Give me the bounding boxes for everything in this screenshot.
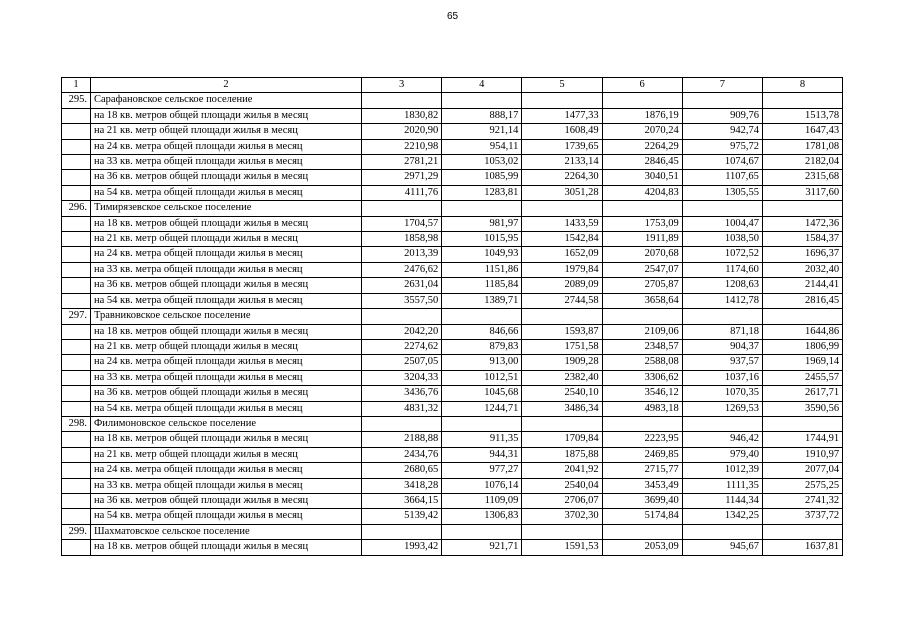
- value-cell: 879,83: [442, 339, 522, 354]
- value-cell: 2013,39: [362, 247, 442, 262]
- section-number: 296.: [62, 201, 91, 216]
- table-row: [62, 232, 843, 247]
- value-cell: 904,37: [682, 339, 762, 354]
- value-cell: 3436,76: [362, 386, 442, 401]
- empty-cell: [442, 524, 522, 539]
- value-cell: 2971,29: [362, 170, 442, 185]
- row-label: на 33 кв. метра общей площади жилья в месяц: [91, 155, 362, 170]
- value-cell: 1109,09: [442, 493, 522, 508]
- value-cell: 1185,84: [442, 278, 522, 293]
- value-cell: 1876,19: [602, 108, 682, 123]
- table-row: [62, 293, 843, 308]
- table-row: [62, 432, 843, 447]
- value-cell: 1144,34: [682, 493, 762, 508]
- value-cell: 1910,97: [762, 447, 842, 462]
- table-row: [62, 370, 843, 385]
- empty-cell: [442, 201, 522, 216]
- row-label: на 36 кв. метров общей площади жилья в месяц: [91, 386, 362, 401]
- empty-cell: [362, 524, 442, 539]
- value-cell: 3453,49: [602, 478, 682, 493]
- empty-cell: [762, 416, 842, 431]
- value-cell: 942,74: [682, 124, 762, 139]
- table-row: [62, 493, 843, 508]
- value-cell: 1174,60: [682, 262, 762, 277]
- value-cell: 1593,87: [522, 324, 602, 339]
- value-cell: 1477,33: [522, 108, 602, 123]
- row-label: на 21 кв. метр общей площади жилья в месяц: [91, 447, 362, 462]
- empty-number-cell: [62, 355, 91, 370]
- empty-number-cell: [62, 447, 91, 462]
- empty-cell: [762, 201, 842, 216]
- section-number: 297.: [62, 309, 91, 324]
- empty-cell: [602, 93, 682, 108]
- table-row: [62, 339, 843, 354]
- value-cell: 1151,86: [442, 262, 522, 277]
- empty-cell: [442, 93, 522, 108]
- value-cell: 2680,65: [362, 463, 442, 478]
- value-cell: 1753,09: [602, 216, 682, 231]
- value-cell: 1584,37: [762, 232, 842, 247]
- row-label: на 33 кв. метра общей площади жилья в месяц: [91, 478, 362, 493]
- value-cell: 2846,45: [602, 155, 682, 170]
- value-cell: 3204,33: [362, 370, 442, 385]
- value-cell: 2455,57: [762, 370, 842, 385]
- tariff-table: [61, 77, 843, 556]
- value-cell: 1858,98: [362, 232, 442, 247]
- row-label: на 21 кв. метр общей площади жилья в месяц: [91, 232, 362, 247]
- empty-cell: [682, 93, 762, 108]
- empty-cell: [522, 524, 602, 539]
- value-cell: 1806,99: [762, 339, 842, 354]
- empty-number-cell: [62, 170, 91, 185]
- value-cell: 1993,42: [362, 540, 442, 555]
- empty-cell: [522, 93, 602, 108]
- value-cell: 2042,20: [362, 324, 442, 339]
- empty-number-cell: [62, 401, 91, 416]
- value-cell: 846,66: [442, 324, 522, 339]
- value-cell: 2053,09: [602, 540, 682, 555]
- value-cell: 1744,91: [762, 432, 842, 447]
- value-cell: 2540,04: [522, 478, 602, 493]
- table-row: [62, 247, 843, 262]
- section-header-row: [62, 309, 843, 324]
- value-cell: 1085,99: [442, 170, 522, 185]
- empty-number-cell: [62, 247, 91, 262]
- row-label: на 21 кв. метр общей площади жилья в месяц: [91, 124, 362, 139]
- empty-cell: [762, 309, 842, 324]
- empty-cell: [362, 93, 442, 108]
- value-cell: 3546,12: [602, 386, 682, 401]
- value-cell: 1037,16: [682, 370, 762, 385]
- value-cell: 1591,53: [522, 540, 602, 555]
- row-label: на 54 кв. метра общей площади жилья в месяц: [91, 293, 362, 308]
- value-cell: 2575,25: [762, 478, 842, 493]
- value-cell: 1074,67: [682, 155, 762, 170]
- empty-number-cell: [62, 124, 91, 139]
- value-cell: 2070,24: [602, 124, 682, 139]
- row-label: на 18 кв. метров общей площади жилья в месяц: [91, 432, 362, 447]
- table-row: [62, 401, 843, 416]
- column-header: 8: [762, 78, 842, 93]
- value-cell: 921,71: [442, 540, 522, 555]
- value-cell: 3702,30: [522, 509, 602, 524]
- value-cell: 871,18: [682, 324, 762, 339]
- value-cell: 1107,65: [682, 170, 762, 185]
- value-cell: 2706,07: [522, 493, 602, 508]
- value-cell: 1111,35: [682, 478, 762, 493]
- value-cell: 2315,68: [762, 170, 842, 185]
- column-header: 3: [362, 78, 442, 93]
- value-cell: 3699,40: [602, 493, 682, 508]
- value-cell: 2382,40: [522, 370, 602, 385]
- value-cell: 1542,84: [522, 232, 602, 247]
- column-header: 2: [91, 78, 362, 93]
- row-label: на 24 кв. метра общей площади жилья в месяц: [91, 355, 362, 370]
- empty-cell: [682, 524, 762, 539]
- value-cell: 1049,93: [442, 247, 522, 262]
- value-cell: 1053,02: [442, 155, 522, 170]
- row-label: на 18 кв. метров общей площади жилья в месяц: [91, 108, 362, 123]
- empty-cell: [442, 416, 522, 431]
- empty-cell: [682, 201, 762, 216]
- value-cell: 888,17: [442, 108, 522, 123]
- value-cell: 2705,87: [602, 278, 682, 293]
- value-cell: 1979,84: [522, 262, 602, 277]
- value-cell: 2077,04: [762, 463, 842, 478]
- empty-number-cell: [62, 432, 91, 447]
- section-number: 299.: [62, 524, 91, 539]
- column-header: 5: [522, 78, 602, 93]
- value-cell: 4983,18: [602, 401, 682, 416]
- value-cell: 1004,47: [682, 216, 762, 231]
- value-cell: 1208,63: [682, 278, 762, 293]
- empty-cell: [362, 201, 442, 216]
- value-cell: 2188,88: [362, 432, 442, 447]
- value-cell: 2715,77: [602, 463, 682, 478]
- empty-cell: [362, 416, 442, 431]
- value-cell: 1038,50: [682, 232, 762, 247]
- empty-cell: [602, 201, 682, 216]
- table-row: [62, 278, 843, 293]
- empty-number-cell: [62, 463, 91, 478]
- section-title: Травниковское сельское поселение: [91, 309, 362, 324]
- value-cell: 2032,40: [762, 262, 842, 277]
- value-cell: 3658,64: [602, 293, 682, 308]
- value-cell: 2109,06: [602, 324, 682, 339]
- row-label: на 24 кв. метра общей площади жилья в месяц: [91, 139, 362, 154]
- value-cell: 2816,45: [762, 293, 842, 308]
- value-cell: 954,11: [442, 139, 522, 154]
- table-row: [62, 355, 843, 370]
- value-cell: 2133,14: [522, 155, 602, 170]
- value-cell: 2020,90: [362, 124, 442, 139]
- empty-cell: [602, 309, 682, 324]
- empty-number-cell: [62, 540, 91, 555]
- empty-number-cell: [62, 155, 91, 170]
- value-cell: 1911,89: [602, 232, 682, 247]
- value-cell: 3557,50: [362, 293, 442, 308]
- value-cell: 1637,81: [762, 540, 842, 555]
- value-cell: 1909,28: [522, 355, 602, 370]
- value-cell: 2434,76: [362, 447, 442, 462]
- value-cell: 946,42: [682, 432, 762, 447]
- row-label: на 18 кв. метров общей площади жилья в месяц: [91, 324, 362, 339]
- empty-cell: [602, 416, 682, 431]
- section-header-row: [62, 201, 843, 216]
- value-cell: 1070,35: [682, 386, 762, 401]
- value-cell: 3051,28: [522, 185, 602, 200]
- table-row: [62, 386, 843, 401]
- row-label: на 33 кв. метра общей площади жилья в месяц: [91, 262, 362, 277]
- empty-cell: [522, 416, 602, 431]
- empty-number-cell: [62, 139, 91, 154]
- empty-number-cell: [62, 108, 91, 123]
- value-cell: 2223,95: [602, 432, 682, 447]
- value-cell: 2264,30: [522, 170, 602, 185]
- value-cell: 1647,43: [762, 124, 842, 139]
- value-cell: 975,72: [682, 139, 762, 154]
- page-number: 65: [446, 11, 459, 22]
- value-cell: 1751,58: [522, 339, 602, 354]
- empty-number-cell: [62, 324, 91, 339]
- section-header-row: [62, 524, 843, 539]
- value-cell: 2144,41: [762, 278, 842, 293]
- row-label: на 36 кв. метров общей площади жилья в месяц: [91, 170, 362, 185]
- value-cell: 1306,83: [442, 509, 522, 524]
- row-label: на 54 кв. метра общей площади жилья в месяц: [91, 509, 362, 524]
- row-label: на 36 кв. метров общей площади жилья в месяц: [91, 493, 362, 508]
- empty-cell: [362, 309, 442, 324]
- tariff-table-body: [62, 78, 843, 556]
- empty-number-cell: [62, 293, 91, 308]
- value-cell: 1412,78: [682, 293, 762, 308]
- section-header-row: [62, 93, 843, 108]
- row-label: на 24 кв. метра общей площади жилья в месяц: [91, 247, 362, 262]
- section-title: Сарафановское сельское поселение: [91, 93, 362, 108]
- section-title: Шахматовское сельское поселение: [91, 524, 362, 539]
- empty-number-cell: [62, 478, 91, 493]
- value-cell: 2041,92: [522, 463, 602, 478]
- column-header: 1: [62, 78, 91, 93]
- value-cell: 3486,34: [522, 401, 602, 416]
- row-label: на 54 кв. метра общей площади жилья в месяц: [91, 185, 362, 200]
- value-cell: 1045,68: [442, 386, 522, 401]
- empty-number-cell: [62, 493, 91, 508]
- table-row: [62, 447, 843, 462]
- value-cell: 2182,04: [762, 155, 842, 170]
- value-cell: 911,35: [442, 432, 522, 447]
- value-cell: 1472,36: [762, 216, 842, 231]
- value-cell: 1644,86: [762, 324, 842, 339]
- column-header: 4: [442, 78, 522, 93]
- empty-cell: [522, 309, 602, 324]
- value-cell: 2744,58: [522, 293, 602, 308]
- value-cell: 1015,95: [442, 232, 522, 247]
- value-cell: 981,97: [442, 216, 522, 231]
- value-cell: 2469,85: [602, 447, 682, 462]
- empty-number-cell: [62, 185, 91, 200]
- column-number-row: [62, 78, 843, 93]
- table-row: [62, 324, 843, 339]
- column-header: 6: [602, 78, 682, 93]
- value-cell: 2210,98: [362, 139, 442, 154]
- value-cell: 4204,83: [602, 185, 682, 200]
- empty-number-cell: [62, 370, 91, 385]
- value-cell: 1389,71: [442, 293, 522, 308]
- table-row: [62, 170, 843, 185]
- value-cell: 1076,14: [442, 478, 522, 493]
- value-cell: 3737,72: [762, 509, 842, 524]
- table-row: [62, 262, 843, 277]
- empty-number-cell: [62, 232, 91, 247]
- value-cell: 945,67: [682, 540, 762, 555]
- empty-cell: [522, 201, 602, 216]
- value-cell: 909,76: [682, 108, 762, 123]
- value-cell: 2264,29: [602, 139, 682, 154]
- empty-cell: [682, 416, 762, 431]
- section-number: 295.: [62, 93, 91, 108]
- value-cell: 2274,62: [362, 339, 442, 354]
- value-cell: 2476,62: [362, 262, 442, 277]
- value-cell: 2540,10: [522, 386, 602, 401]
- value-cell: 5174,84: [602, 509, 682, 524]
- table-row: [62, 185, 843, 200]
- table-row: [62, 124, 843, 139]
- table-row: [62, 155, 843, 170]
- value-cell: 979,40: [682, 447, 762, 462]
- value-cell: 3590,56: [762, 401, 842, 416]
- empty-number-cell: [62, 339, 91, 354]
- value-cell: 1269,53: [682, 401, 762, 416]
- row-label: на 36 кв. метров общей площади жилья в месяц: [91, 278, 362, 293]
- table-row: [62, 509, 843, 524]
- value-cell: 5139,42: [362, 509, 442, 524]
- value-cell: 2507,05: [362, 355, 442, 370]
- empty-number-cell: [62, 386, 91, 401]
- row-label: на 21 кв. метр общей площади жилья в месяц: [91, 339, 362, 354]
- value-cell: 1709,84: [522, 432, 602, 447]
- empty-number-cell: [62, 216, 91, 231]
- value-cell: 4831,32: [362, 401, 442, 416]
- empty-number-cell: [62, 509, 91, 524]
- value-cell: 3040,51: [602, 170, 682, 185]
- value-cell: 1704,57: [362, 216, 442, 231]
- table-row: [62, 108, 843, 123]
- value-cell: 1781,08: [762, 139, 842, 154]
- row-label: на 18 кв. метров общей площади жилья в месяц: [91, 540, 362, 555]
- value-cell: 4111,76: [362, 185, 442, 200]
- table-row: [62, 463, 843, 478]
- empty-number-cell: [62, 278, 91, 293]
- value-cell: 1830,82: [362, 108, 442, 123]
- value-cell: 1012,39: [682, 463, 762, 478]
- row-label: на 24 кв. метра общей площади жилья в месяц: [91, 463, 362, 478]
- table-row: [62, 139, 843, 154]
- section-title: Филимоновское сельское поселение: [91, 416, 362, 431]
- value-cell: 1012,51: [442, 370, 522, 385]
- value-cell: 913,00: [442, 355, 522, 370]
- empty-cell: [762, 524, 842, 539]
- value-cell: 1696,37: [762, 247, 842, 262]
- value-cell: 2348,57: [602, 339, 682, 354]
- value-cell: 3664,15: [362, 493, 442, 508]
- value-cell: 3117,60: [762, 185, 842, 200]
- value-cell: 2089,09: [522, 278, 602, 293]
- value-cell: 977,27: [442, 463, 522, 478]
- value-cell: 2617,71: [762, 386, 842, 401]
- section-number: 298.: [62, 416, 91, 431]
- value-cell: 1513,78: [762, 108, 842, 123]
- table-row: [62, 540, 843, 555]
- table-row: [62, 478, 843, 493]
- value-cell: 1305,55: [682, 185, 762, 200]
- value-cell: 937,57: [682, 355, 762, 370]
- empty-number-cell: [62, 262, 91, 277]
- section-title: Тимирязевское сельское поселение: [91, 201, 362, 216]
- value-cell: 2588,08: [602, 355, 682, 370]
- value-cell: 944,31: [442, 447, 522, 462]
- value-cell: 2781,21: [362, 155, 442, 170]
- value-cell: 1072,52: [682, 247, 762, 262]
- value-cell: 2631,04: [362, 278, 442, 293]
- value-cell: 1969,14: [762, 355, 842, 370]
- value-cell: 2547,07: [602, 262, 682, 277]
- value-cell: 3418,28: [362, 478, 442, 493]
- table-row: [62, 216, 843, 231]
- value-cell: 3306,62: [602, 370, 682, 385]
- value-cell: 1283,81: [442, 185, 522, 200]
- value-cell: 2070,68: [602, 247, 682, 262]
- empty-cell: [682, 309, 762, 324]
- row-label: на 18 кв. метров общей площади жилья в месяц: [91, 216, 362, 231]
- value-cell: 1875,88: [522, 447, 602, 462]
- column-header: 7: [682, 78, 762, 93]
- value-cell: 921,14: [442, 124, 522, 139]
- value-cell: 1433,59: [522, 216, 602, 231]
- value-cell: 1608,49: [522, 124, 602, 139]
- value-cell: 2741,32: [762, 493, 842, 508]
- value-cell: 1652,09: [522, 247, 602, 262]
- empty-cell: [602, 524, 682, 539]
- value-cell: 1739,65: [522, 139, 602, 154]
- row-label: на 33 кв. метра общей площади жилья в месяц: [91, 370, 362, 385]
- value-cell: 1244,71: [442, 401, 522, 416]
- empty-cell: [762, 93, 842, 108]
- row-label: на 54 кв. метра общей площади жилья в месяц: [91, 401, 362, 416]
- value-cell: 1342,25: [682, 509, 762, 524]
- section-header-row: [62, 416, 843, 431]
- empty-cell: [442, 309, 522, 324]
